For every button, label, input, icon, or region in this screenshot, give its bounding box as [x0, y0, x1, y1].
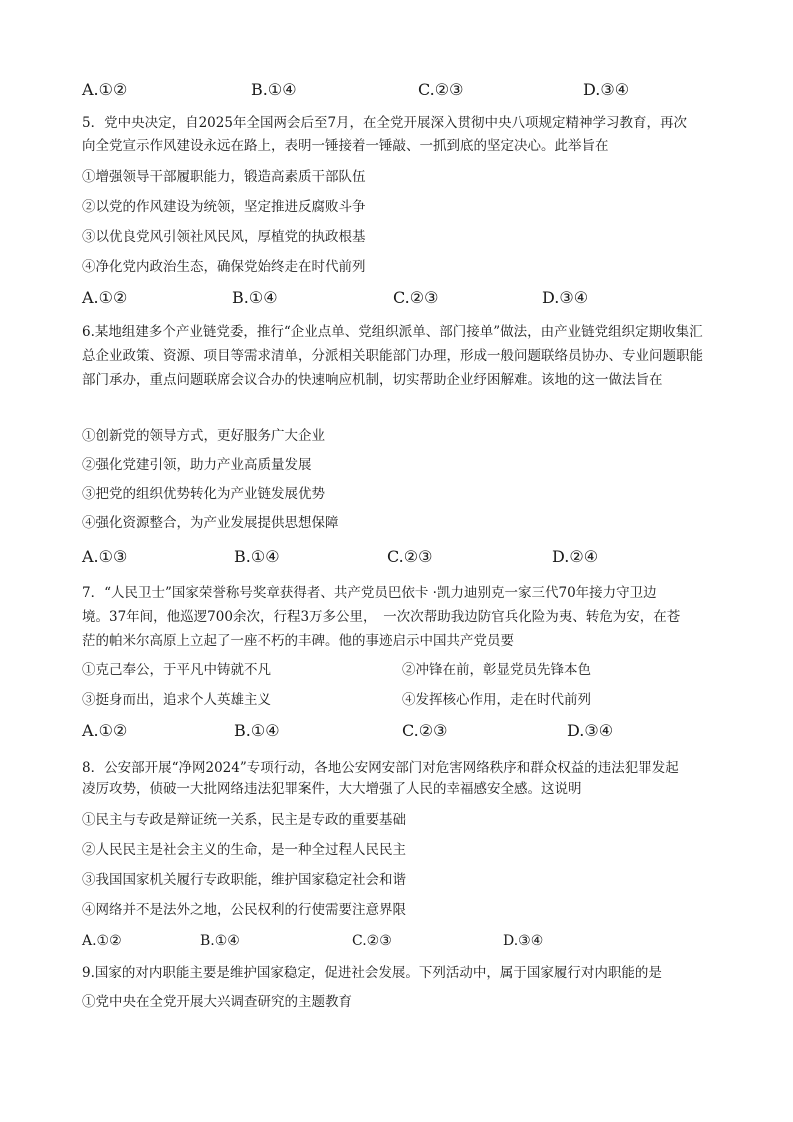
q5-item-2: ②以党的作风建设为统领，坚定推进反腐败斗争: [82, 199, 366, 215]
q4-option-c: C.②③: [418, 80, 464, 99]
q8-option-a: A.①②: [82, 933, 122, 949]
q8-item-3: ③我国国家机关履行专政职能，维护国家稳定社会和谐: [82, 872, 406, 888]
q5-option-c: C.②③: [393, 288, 439, 307]
q8-option-c: C.②③: [352, 933, 392, 949]
q8-stem-line2: 凌厉攻势，侦破一大批网络违法犯罪案件，大大增强了人民的幸福感安全感。这说明: [82, 781, 582, 797]
q5-item-1: ①增强领导干部履职能力，锻造高素质干部队伍: [82, 169, 366, 185]
q6-item-4: ④强化资源整合，为产业发展提供思想保障: [82, 515, 339, 531]
q5-item-3: ③以优良党风引领社风民风，厚植党的执政根基: [82, 229, 366, 245]
q9-stem: 9.国家的对内职能主要是维护国家稳定，促进社会发展。下列活动中，属于国家履行对内职能的是: [82, 965, 662, 981]
q7-items-row1: [82, 661, 722, 679]
q6-option-b: B.①④: [234, 547, 280, 566]
q7-item-2: ②冲锋在前，彰显党员先锋本色: [402, 662, 591, 678]
q8-item-1: ①民主与专政是辩证统一关系，民主是专政的重要基础: [82, 812, 406, 828]
q7-options: [82, 720, 722, 742]
q5-option-a: A.①②: [82, 288, 128, 307]
q6-option-c: C.②③: [387, 547, 433, 566]
q8-item-2: ②人民民主是社会主义的生命，是一种全过程人民民主: [82, 842, 406, 858]
q7-item-4: ④发挥核心作用，走在时代前列: [402, 692, 591, 708]
q7-stem-line3: 茫的帕米尔高原上立起了一座不朽的丰碑。他的事迹启示中国共产党员要: [82, 633, 514, 649]
q5-stem-line1: 5．党中央决定，自2025年全国两会后至7月，在全党开展深入贯彻中央八项规定精神学习教育，再次: [82, 115, 688, 131]
q7-option-b: B.①④: [234, 721, 280, 740]
q9-item-1: ①党中央在全党开展大兴调查研究的主题教育: [82, 994, 352, 1010]
q4-option-d: D.③④: [583, 80, 630, 99]
q5-item-4: ④净化党内政治生态，确保党始终走在时代前列: [82, 259, 366, 275]
q7-option-d: D.③④: [567, 721, 614, 740]
q6-stem: 6.某地组建多个产业链党委，推行“企业点单、党组织派单、部门接单”做法，由产业链党组织定期收集汇总企业政策、资源、项目等需求清单，分派相关职能部门办理，形成一般问题联络员协办、专业问题职能部门承办，重点问题联席会议合办的快速响应机制，切实帮助企业纾困解难。该地的这一做法旨在: [82, 324, 703, 388]
q7-items-row2: [82, 691, 722, 709]
q5-option-d: D.③④: [542, 288, 589, 307]
q7-stem-line1: 7．“人民卫士”国家荣誉称号奖章获得者、共产党员巴依卡 ·凯力迪别克一家三代70年接力守卫边: [82, 585, 657, 601]
q8-option-b: B.①④: [200, 933, 240, 949]
q6-item-3: ③把党的组织优势转化为产业链发展优势: [82, 486, 325, 502]
q7-option-c: C.②③: [402, 721, 448, 740]
q8-option-d: D.③④: [503, 933, 544, 949]
q6-item-2: ②强化党建引领，助力产业高质量发展: [82, 457, 312, 473]
q6-item-1: ①创新党的领导方式，更好服务广大企业: [82, 428, 325, 444]
q5-stem-line2: 向全党宣示作风建设永远在路上，表明一锤接着一锤敲、一抓到底的坚定决心。此举旨在: [82, 138, 609, 154]
q4-option-a: A.①②: [82, 80, 128, 99]
q5-options: [82, 287, 722, 309]
q6-option-d: D.②④: [552, 547, 599, 566]
q8-stem-line1: 8．公安部开展“净网2024”专项行动，各地公安网安部门对危害网络秩序和群众权益的违法犯罪发起: [82, 760, 679, 776]
q7-item-3: ③挺身而出，追求个人英雄主义: [82, 692, 271, 708]
q8-item-4: ④网络并不是法外之地，公民权利的行使需要注意界限: [82, 902, 406, 918]
q7-item-1: ①克己奉公，于平凡中铸就不凡: [82, 662, 271, 678]
q6-options: [82, 546, 722, 568]
q7-stem-line2: 境。37年间，他巡逻700余次，行程3万多公里， 一次次帮助我边防官兵化险为夷、转危为安，在苍: [82, 609, 681, 625]
q4-options: [82, 79, 722, 101]
q5-option-b: B.①④: [232, 288, 278, 307]
q7-option-a: A.①②: [82, 721, 128, 740]
q6-option-a: A.①③: [82, 547, 128, 566]
q8-options: [82, 930, 722, 952]
q4-option-b: B.①④: [251, 80, 297, 99]
